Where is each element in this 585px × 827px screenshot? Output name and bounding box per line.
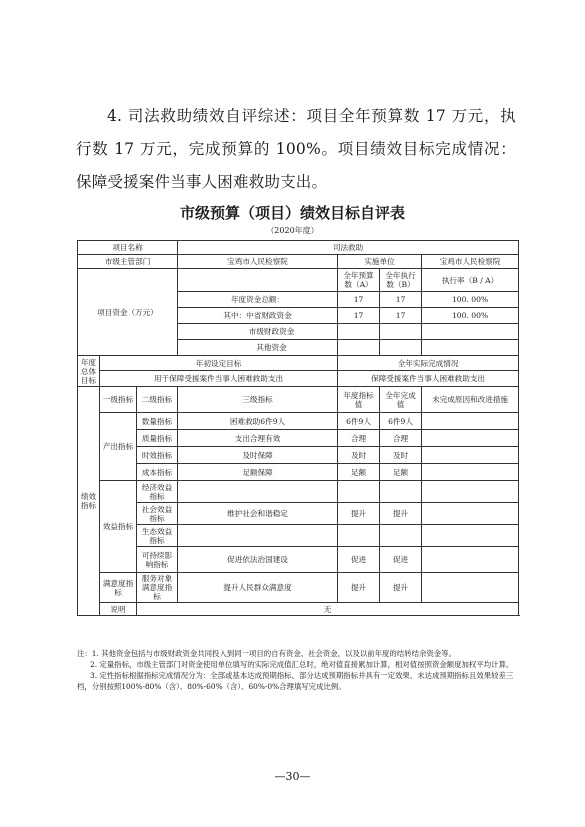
indicator-reason: [422, 464, 519, 481]
indicator-actual: 提升: [380, 503, 422, 525]
indicator-level2: 生态效益指标: [137, 525, 178, 547]
indicator-reason: [422, 525, 519, 547]
indicator-actual: 合理: [380, 430, 422, 447]
indicator-target: 及时: [338, 447, 380, 464]
indicator-actual: 6件9人: [380, 413, 422, 430]
goal-done-value: 保障受援案件当事人困难救助支出: [338, 371, 519, 387]
impl-value: 宝鸡市人民检察院: [422, 255, 519, 269]
central-rate: 100. 00%: [422, 308, 519, 324]
indicator-actual: 提升: [380, 573, 422, 603]
note-value: 无: [137, 603, 519, 616]
other-exec: [380, 340, 422, 356]
indicator-reason: [422, 481, 519, 503]
indicator-actual: [380, 525, 422, 547]
year-note: （2020年度）: [266, 226, 319, 235]
indicator-reason: [422, 503, 519, 525]
goal-plan-label: 年初设定目标: [100, 356, 338, 371]
city-budget: [338, 324, 380, 340]
indicator-level3: [178, 525, 338, 547]
table-row: [78, 525, 519, 547]
row-indicator-header: [78, 387, 519, 413]
table-row: [78, 481, 519, 503]
row-project-name: [78, 241, 519, 255]
header-level3: 三级指标: [178, 387, 338, 413]
indicator-level3: 困难救助6件9人: [178, 413, 338, 430]
indicator-target: [338, 481, 380, 503]
indicator-level3: 支出合理有效: [178, 430, 338, 447]
output-label: 产出指标: [100, 413, 137, 481]
table-row: [78, 503, 519, 525]
row-funds-header: [78, 269, 519, 292]
indicator-reason: [422, 430, 519, 447]
header-reason: 未完成原因和改进措施: [422, 387, 519, 413]
indicator-level2: 社会效益指标: [137, 503, 178, 525]
funds-label: 项目资金（万元）: [78, 269, 178, 356]
indicator-level3: 足额保障: [178, 464, 338, 481]
goal-label: 年度总体目标: [78, 356, 100, 387]
footnote-3: 3. 定性指标根据指标完成情况分为：全部或基本达成预期指标、部分达成预期指标并具有一定效果、未达成预期指标且效果较差三档，分别按照100%-80%（含）、80%-60%（含）、60%-0%合理填写完成比例。: [77, 671, 514, 691]
total-label: 年度资金总额：: [178, 292, 338, 308]
indicator-level2: 经济效益指标: [137, 481, 178, 503]
indicator-target: 提升: [338, 503, 380, 525]
effect-label: 效益指标: [100, 481, 137, 573]
indicator-target: 足额: [338, 464, 380, 481]
indicator-target: 6件9人: [338, 413, 380, 430]
intro-text: 4. 司法救助绩效自评综述：项目全年预算数 17 万元，执行数 17 万元，完成预算的 100%。项目绩效目标完成情况：保障受援案件当事人困难救助支出。: [76, 107, 516, 191]
table-row: [78, 430, 519, 447]
row-goal-values: [78, 371, 519, 387]
table-row: [78, 547, 519, 573]
other-label: 其他资金: [178, 340, 338, 356]
indicator-level2: 可持续影响指标: [137, 547, 178, 573]
central-budget: 17: [338, 308, 380, 324]
project-name-label: 项目名称: [78, 241, 178, 255]
goal-plan-value: 用于保障受援案件当事人困难救助支出: [100, 371, 338, 387]
total-budget: 17: [338, 292, 380, 308]
header-actual: 全年完成值: [380, 387, 422, 413]
city-label: 市级财政资金: [178, 324, 338, 340]
indicator-target: 促进: [338, 547, 380, 573]
table-row: [78, 413, 519, 430]
indicator-level2: 数量指标: [137, 413, 178, 430]
table-row: [78, 464, 519, 481]
indicator-actual: [380, 481, 422, 503]
indicator-level2: 服务对象满意度指标: [137, 573, 178, 603]
indicator-actual: 及时: [380, 447, 422, 464]
total-rate: 100. 00%: [422, 292, 519, 308]
indicator-level2: 质量指标: [137, 430, 178, 447]
indicator-target: 提升: [338, 573, 380, 603]
indicator-target: [338, 525, 380, 547]
row-department: [78, 255, 519, 269]
indicator-level2: 时效指标: [137, 447, 178, 464]
city-rate: [422, 324, 519, 340]
header-exec: 全年执行数（B）: [380, 269, 422, 292]
note-label: 说明: [100, 603, 137, 616]
indicator-reason: [422, 413, 519, 430]
intro-paragraph: [76, 100, 516, 199]
city-exec: [380, 324, 422, 340]
evaluation-table: [77, 240, 519, 616]
row-goal-header: [78, 356, 519, 371]
dept-value: 宝鸡市人民检察院: [178, 255, 338, 269]
indicator-reason: [422, 547, 519, 573]
funds-header-blank: [178, 269, 338, 292]
indicator-level3: 及时保障: [178, 447, 338, 464]
central-label: 其中：中省财政资金: [178, 308, 338, 324]
other-rate: [422, 340, 519, 356]
header-budget: 全年预算数（A）: [338, 269, 380, 292]
indicator-level3: 维护社会和谐稳定: [178, 503, 338, 525]
indicator-level3: [178, 481, 338, 503]
table-title: 市级预算（项目）绩效目标自评表: [179, 204, 405, 222]
impl-label: 实施单位: [338, 255, 422, 269]
indicator-actual: 促进: [380, 547, 422, 573]
indicator-level3: 提升人民群众满意度: [178, 573, 338, 603]
goal-done-label: 全年实际完成情况: [338, 356, 519, 371]
perf-label: 绩效指标: [78, 387, 100, 616]
table-row: [78, 573, 519, 603]
indicator-target: 合理: [338, 430, 380, 447]
table-row: [78, 447, 519, 464]
indicator-reason: [422, 447, 519, 464]
satisfaction-label: 满意度指标: [100, 573, 137, 603]
header-level2: 二级指标: [137, 387, 178, 413]
row-note: [78, 603, 519, 616]
header-target: 年度指标值: [338, 387, 380, 413]
project-name-value: 司法救助: [178, 241, 519, 255]
other-budget: [338, 340, 380, 356]
indicator-level2: 成本指标: [137, 464, 178, 481]
footnotes: [77, 648, 521, 692]
indicator-reason: [422, 573, 519, 603]
header-rate: 执行率（B / A）: [422, 269, 519, 292]
total-exec: 17: [380, 292, 422, 308]
dept-label: 市级主管部门: [78, 255, 178, 269]
indicator-level3: 促进依法治国建设: [178, 547, 338, 573]
footnote-2: 2. 定量指标，市级主管部门对资金使用单位填写的实际完成值汇总时，绝对值直接累加计算，相对值按照资金额度加权平均计算。: [90, 660, 514, 669]
footnote-1: 注：1. 其他资金包括与市级财政资金共同投入到同一项目的自有资金、社会资金，以及以前年度的结转结余资金等。: [77, 649, 456, 658]
header-level1: 一级指标: [100, 387, 137, 413]
central-exec: 17: [380, 308, 422, 324]
page-number: —30—: [274, 770, 311, 783]
indicator-actual: 足额: [380, 464, 422, 481]
